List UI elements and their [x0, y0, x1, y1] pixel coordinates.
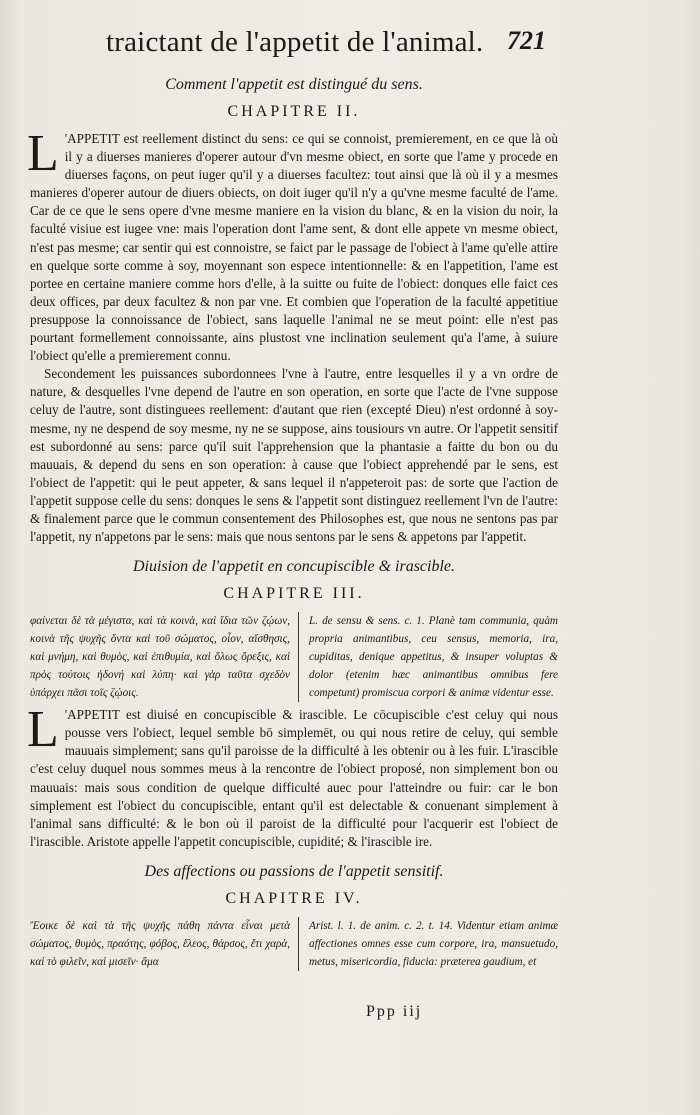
- paragraph: Secondement les puissances subordonnees l'vne à l'autre, entre lesquelles il y a vn ordre de nature, & desquelles l'vne depend de l'autre en son operation, en sorte que l'acte de l'vne suppose celuy de l'autre, sont distinguees reellement: d'autant que rien (excepté Dieu) n'est ordonné à soy-mesme, ny ne despend de soy mesme, ny ne se suppose, ains tousiours vn autre. Or l'appetit sensitif est subordonné au sens: parce qu'il suit l'apprehension que la phantasie a faitte du bon ou du mauuais, & depend du sens en son operation: à cause que l'obiect apprehendé par le sens, est l'obiect de l'appetit: qui le peut appeter, & sans lequel il n'appeteroit pas: de sorte que l'action de l'appetit suppose celle du sens: donques le sens & l'appetit sont distinguez reellement l'vn de l'autre: & finalement parce que le commun consentement des Philosophes est, que nous ne sentons pas par l'appetit, ny n'appetons par le sens: mais que nous sentons par le sens & appetons par l'appetit.: [30, 366, 558, 545]
- chapter-body: [27, 701, 558, 851]
- chapter-title: CHAPITRE II.: [227, 103, 361, 120]
- quotation-block: [30, 612, 558, 702]
- section-chapter-2: [27, 74, 558, 546]
- section-heading: Comment l'appetit est distingué du sens.: [165, 76, 423, 93]
- page-number: 721: [507, 26, 546, 55]
- chapter-body: [27, 125, 558, 546]
- greek-quotation: φαίνεται δὲ τὰ μέγιστα, καὶ τὰ κοινὰ, καὶ ἴδια τῶν ζῴων, κοινὰ τῆς ψυχῆς ὄντα καὶ τοῦ σώματος, οἷον, αἴσθησις, καὶ μνήμη, καὶ θυμὸς, καὶ ἐπιθυμία, καὶ ὅλως ὄρεξις, καὶ πρὸς τούτοις ἡδονή καὶ λύπη· καὶ γὰρ ταῦτα σχεδὸν ὑπάρχει πᾶσι τοῖς ζῴοις.: [30, 612, 299, 702]
- drop-cap: L: [27, 125, 59, 182]
- section-heading: Des affections ou passions de l'appetit sensitif.: [144, 862, 444, 880]
- paragraph-text: 'APPETIT est reellement distinct du sens: ce qui se connoist, premierement, en ce que là où il y a diuerses manieres d'operer autour d'vn mesme obiect, en sorte que l'ame y procede en diuerses façons, on peut iuger qu'il y a diuerses facultez: tout ainsi que là où il y a mesmes manieres d'operer autour de diuers obiects, on doit iuger qu'il n'y a qu'vne mesme faculté de l'ame. Car de ce que le sens opere d'vne mesme maniere en la vision du blanc, & en la vision du noir, la faculté visiue est iugee vne: mais l'operation dont l'ame sent, & dont elle appete vn mesme obiect, n'est pas mesme; car sentir qui est connoistre, se faict par le passage de l'obiect à l'ame qu'elle attire en quelque sorte comme à soy, moyennant son espece intentionnelle: & en l'appetition, l'ame est portee en certaine maniere comme hors d'elle, à la suitte ou fuite de l'obiect: donques elle faict ces deux offices, par deux facultez & non par vne. Et combien que l'operation de la faculté appetitiue presuppose la connoissance de l'obiect, sans laquelle l'animal ne se meut point: elle n'est pas pourtant formellement connoissante, ains plustost vne inclination seulement qu'a l'ame, à suiure l'obiect qu'elle a premierement connu.: [30, 131, 558, 364]
- running-head: [30, 22, 558, 64]
- quotation-block: [30, 917, 558, 971]
- greek-quotation: Ἔοικε δὲ καὶ τὰ τῆς ψυχῆς πάθη πάντα εἶναι μετὰ σώματος, θυμὸς, πραότης, φόβος, ἔλεος, θάρσος, ἔτι χαρὰ, καὶ τὸ φιλεῖν, καὶ μισεῖν· ἅμα: [30, 917, 299, 971]
- section-chapter-4: [30, 861, 558, 971]
- chapter-title: CHAPITRE IV.: [225, 889, 363, 907]
- page-content: [27, 22, 558, 975]
- chapter-title: CHAPITRE III.: [223, 585, 365, 603]
- paragraph-text: 'APPETIT est diuisé en concupiscible & irascible. Le cōcupiscible c'est celuy qui nous pousse vers l'obiect, lequel semble bō simplemēt, ou qui nous retire de celuy, qui semble mauuais simplement; sans qu'il paroisse de la difficulté à les obtenir ou à les fuir. L'irascible c'est celuy duquel nous sommes meus à la rencontre de l'obiect proposé, non simplement bon ou mauuais: mais sous condition de quelque difficulté auec pour l'atteindre ou fuir: car le bon simplement est l'obiect du concupiscible, entant qu'il est delectable & conuenant simplement à l'animal sans difficulté: & le bon où il paroist de la difficulté pour l'acquerir est l'obiect de l'irascible. Aristote appelle l'appetit concupiscible, cupidité; & l'irascible ire.: [30, 707, 558, 849]
- signature-mark: Ppp iij: [366, 1003, 423, 1020]
- latin-translation: Arist. l. 1. de anim. c. 2. t. 14. Videntur etiam animæ affectiones omnes esse cum corpore, ira, mansuetudo, metus, misericordia, fiducia: præterea gaudium, et: [309, 919, 558, 968]
- latin-translation: L. de sensu & sens. c. 1. Planè tam communia, quàm propria animantibus, ceu sensus, memoria, ira, cupiditas, denique appetitus, & insuper voluptas & dolor (etenim hæc animantibus omnibus fere competunt) promiscua corpori & animæ videntur esse.: [309, 615, 558, 700]
- drop-cap: L: [27, 701, 59, 759]
- running-title: traictant de l'appetit de l'animal.: [106, 26, 484, 58]
- section-chapter-3: [27, 556, 558, 851]
- section-heading: Diuision de l'appetit en concupiscible & irascible.: [132, 558, 456, 576]
- paragraph: [27, 125, 558, 365]
- paragraph: [27, 701, 558, 851]
